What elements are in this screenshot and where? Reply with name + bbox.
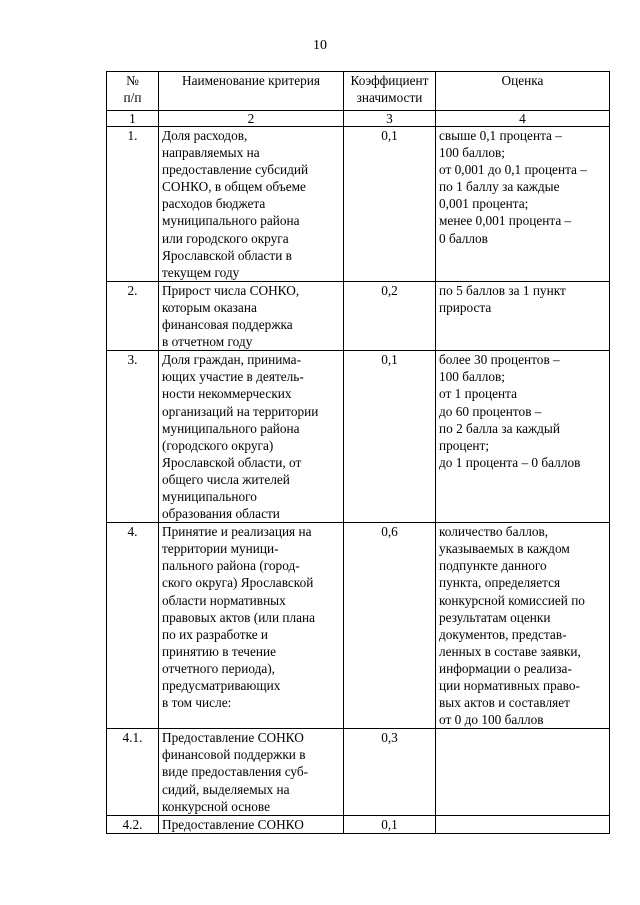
header-num	[107, 72, 159, 111]
cell-line: муниципального	[162, 488, 257, 504]
cell-line: результатам оценки	[439, 609, 551, 625]
cell-line: отчетного периода),	[162, 660, 276, 676]
header-coef	[344, 72, 436, 111]
cell-line: Принятие и реализация на	[162, 524, 312, 540]
column-number: 2	[159, 111, 344, 127]
cell-line: ленных в составе заявки,	[439, 643, 581, 659]
header-line: значимости	[356, 90, 423, 106]
cell-line: 0 баллов	[439, 230, 488, 246]
significance-coefficient: 0,1	[344, 127, 436, 282]
cell-line: до 1 процента – 0 баллов	[439, 454, 581, 470]
header-line: п/п	[123, 90, 142, 106]
cell-line: Предоставление СОНКО	[162, 730, 304, 746]
cell-line: конкурсной комиссией по	[439, 592, 585, 608]
score-description	[436, 729, 610, 815]
cell-line: Ярославской области, от	[162, 454, 302, 470]
significance-coefficient: 0,6	[344, 523, 436, 729]
cell-line: сидий, выделяемых на	[162, 781, 290, 797]
significance-coefficient: 0,1	[344, 815, 436, 833]
criterion-name	[159, 127, 344, 282]
score-description	[436, 351, 610, 523]
cell-line: 100 баллов;	[439, 145, 505, 161]
criterion-name	[159, 523, 344, 729]
score-description	[436, 127, 610, 282]
header-line: Наименование критерия	[182, 73, 320, 88]
cell-line: организаций на территории	[162, 403, 319, 419]
cell-line: муниципального района	[162, 213, 300, 229]
cell-line: 100 баллов;	[439, 369, 505, 385]
table-row	[107, 523, 610, 729]
header-line: Оценка	[501, 73, 544, 88]
cell-line: по 1 баллу за каждые	[439, 179, 560, 195]
cell-line: которым оказана	[162, 299, 257, 315]
cell-line: пункта, определяется	[439, 575, 561, 591]
score-description	[436, 281, 610, 350]
cell-line: предоставление субсидий	[162, 162, 309, 178]
cell-line: менее 0,001 процента –	[439, 213, 572, 229]
cell-line: Ярославской области в	[162, 247, 292, 263]
cell-line: области нормативных	[162, 592, 286, 608]
table-row	[107, 127, 610, 282]
cell-line: Предоставление СОНКО	[162, 816, 304, 832]
cell-line: муниципального района	[162, 420, 300, 436]
header-row	[107, 72, 610, 111]
cell-line: правовых актов (или плана	[162, 609, 316, 625]
table-row	[107, 281, 610, 350]
cell-line: ющих участие в деятель-	[162, 369, 304, 385]
cell-line: ского округа) Ярославской	[162, 575, 314, 591]
cell-line: прироста	[439, 299, 492, 315]
header-line: Коэффициент	[350, 73, 429, 88]
cell-line: Прирост числа СОНКО,	[162, 282, 300, 298]
cell-line: образования области	[162, 506, 280, 522]
row-number: 3.	[107, 351, 159, 523]
column-number-row	[107, 111, 610, 127]
cell-line: текущем году	[162, 264, 240, 280]
cell-line: или городского округа	[162, 230, 289, 246]
significance-coefficient: 0,2	[344, 281, 436, 350]
cell-line: финансовой поддержки в	[162, 747, 306, 763]
cell-line: указываемых в каждом	[439, 541, 570, 557]
cell-line: в отчетном году	[162, 334, 253, 350]
header-score	[436, 72, 610, 111]
score-description	[436, 815, 610, 833]
cell-line: конкурсной основе	[162, 798, 270, 814]
cell-line: финансовая поддержка	[162, 317, 293, 333]
page-number: 10	[313, 38, 327, 53]
row-number: 1.	[107, 127, 159, 282]
cell-line: предусматривающих	[162, 678, 281, 693]
cell-line: Доля расходов,	[162, 128, 248, 143]
cell-line: документов, представ-	[439, 626, 567, 642]
cell-line: общего числа жителей	[162, 471, 290, 487]
cell-line: территории муници-	[162, 541, 279, 557]
criterion-name	[159, 281, 344, 350]
score-description	[436, 523, 610, 729]
row-number: 4.2.	[107, 815, 159, 833]
cell-line: 0,001 процента;	[439, 196, 529, 212]
column-number: 1	[107, 111, 159, 127]
row-number: 4.	[107, 523, 159, 729]
criterion-name	[159, 815, 344, 833]
criterion-name	[159, 729, 344, 815]
header-name	[159, 72, 344, 111]
cell-line: от 0 до 100 баллов	[439, 712, 544, 728]
cell-line: ности некоммерческих	[162, 386, 292, 402]
cell-line: (городского округа)	[162, 437, 274, 453]
row-number: 2.	[107, 281, 159, 350]
cell-line: свыше 0,1 процента –	[439, 128, 562, 143]
cell-line: процент;	[439, 437, 490, 453]
table-row	[107, 729, 610, 815]
cell-line: СОНКО, в общем объеме	[162, 179, 306, 195]
cell-line: Доля граждан, принима-	[162, 352, 302, 368]
cell-line: от 1 процента	[439, 386, 518, 402]
table-row	[107, 351, 610, 523]
cell-line: по 2 балла за каждый	[439, 420, 560, 436]
cell-line: от 0,001 до 0,1 процента –	[439, 162, 587, 178]
cell-line: вых актов и составляет	[439, 695, 570, 711]
cell-line: в том числе:	[162, 695, 232, 711]
row-number: 4.1.	[107, 729, 159, 815]
cell-line: расходов бюджета	[162, 196, 266, 212]
column-number: 4	[436, 111, 610, 127]
column-number: 3	[344, 111, 436, 127]
cell-line: принятию в течение	[162, 643, 277, 659]
cell-line: по их разработке и	[162, 626, 269, 642]
significance-coefficient: 0,1	[344, 351, 436, 523]
significance-coefficient: 0,3	[344, 729, 436, 815]
table-row	[107, 815, 610, 833]
cell-line: пального района (город-	[162, 558, 300, 574]
cell-line: ции нормативных право-	[439, 678, 580, 693]
cell-line: виде предоставления суб-	[162, 764, 309, 780]
cell-line: информации о реализа-	[439, 660, 572, 676]
header-line: №	[126, 73, 139, 88]
cell-line: более 30 процентов –	[439, 352, 560, 368]
cell-line: направляемых на	[162, 145, 260, 161]
criteria-table	[106, 71, 610, 834]
cell-line: количество баллов,	[439, 524, 549, 540]
cell-line: по 5 баллов за 1 пункт	[439, 282, 566, 298]
cell-line: до 60 процентов –	[439, 403, 542, 419]
criterion-name	[159, 351, 344, 523]
cell-line: подпункте данного	[439, 558, 547, 574]
